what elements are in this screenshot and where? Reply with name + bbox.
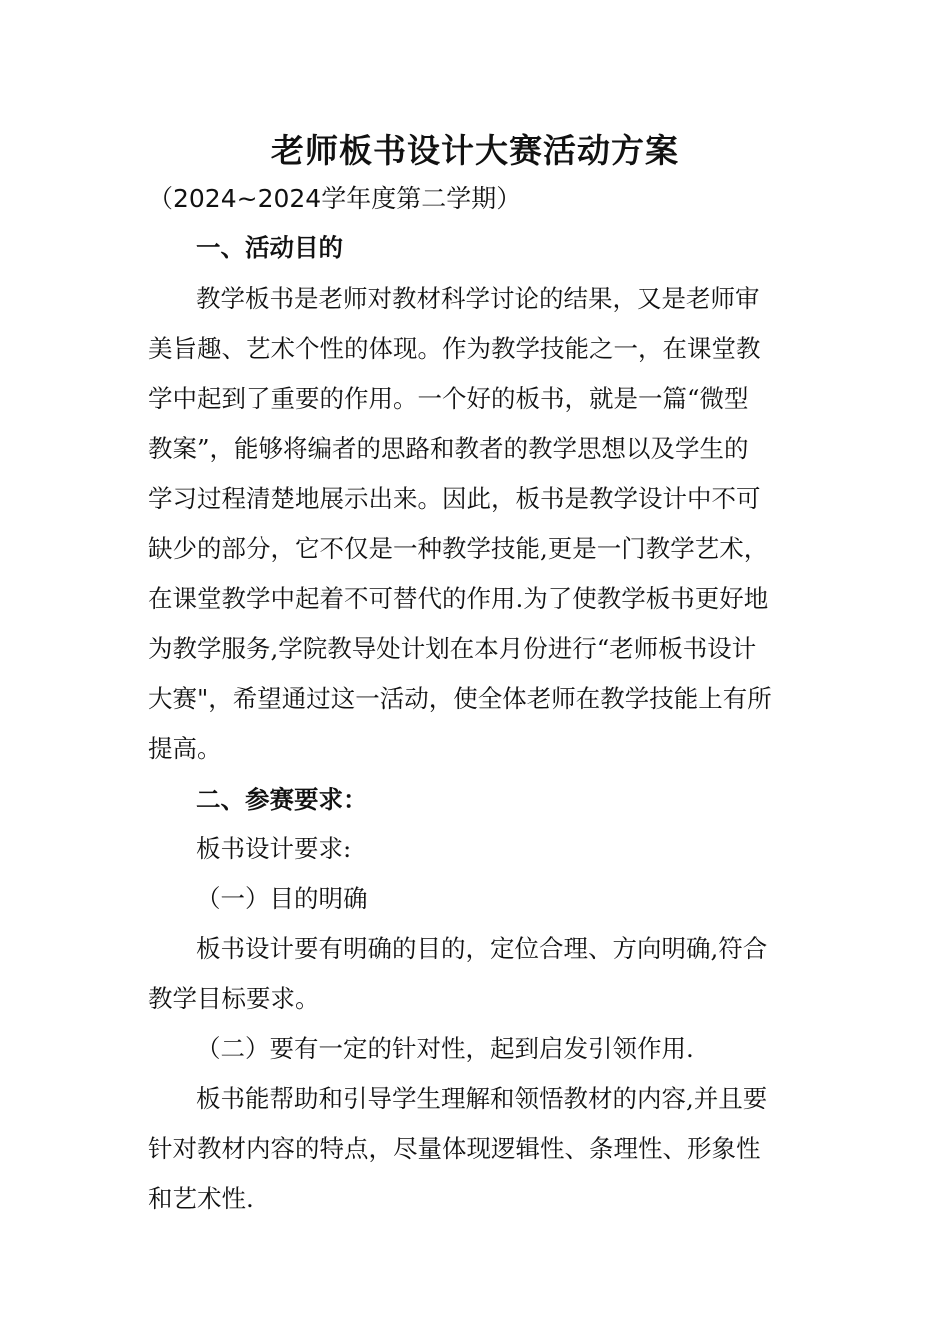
paragraph-line: 缺少的部分，它不仅是一种教学技能,更是一门教学艺术， [148,534,769,563]
subsection-intro: 板书设计要求: [196,834,352,863]
paragraph-line: 板书设计要有明确的目的，定位合理、方向明确,符合 [196,934,768,963]
section-heading-purpose: 一、活动目的 [196,233,343,262]
item-heading: （二）要有一定的针对性，起到启发引领作用. [196,1034,694,1063]
document-title: 老师板书设计大赛活动方案 [271,131,679,170]
paragraph-line: 在课堂教学中起着不可替代的作用.为了使教学板书更好地 [148,584,769,613]
document-subtitle: （2024~2024学年度第二学期） [148,184,522,213]
paragraph-line: 提高。 [148,734,222,763]
paragraph-line: 板书能帮助和引导学生理解和领悟教材的内容,并且要 [196,1084,768,1113]
paragraph-line: 教学板书是老师对教材科学讨论的结果，又是老师审 [196,284,760,313]
paragraph-line: 学习过程清楚地展示出来。因此，板书是教学设计中不可 [148,484,761,513]
paragraph-line: 美旨趣、艺术个性的体现。作为教学技能之一，在课堂教 [148,334,761,363]
paragraph-line: 和艺术性. [148,1184,254,1213]
section-heading-requirements: 二、参赛要求： [196,785,368,814]
paragraph-line: 教案”，能够将编者的思路和教者的教学思想以及学生的 [148,434,749,463]
paragraph-line: 学中起到了重要的作用。一个好的板书，就是一篇“微型 [148,384,749,413]
paragraph-line: 为教学服务,学院教导处计划在本月份进行“老师板书设计 [148,634,757,663]
paragraph-line: 针对教材内容的特点，尽量体现逻辑性、条理性、形象性 [148,1134,761,1163]
paragraph-line: 教学目标要求。 [148,984,320,1013]
item-heading: （一）目的明确 [196,884,368,913]
paragraph-line: 大赛"，希望通过这一活动，使全体老师在教学技能上有所 [148,684,772,713]
